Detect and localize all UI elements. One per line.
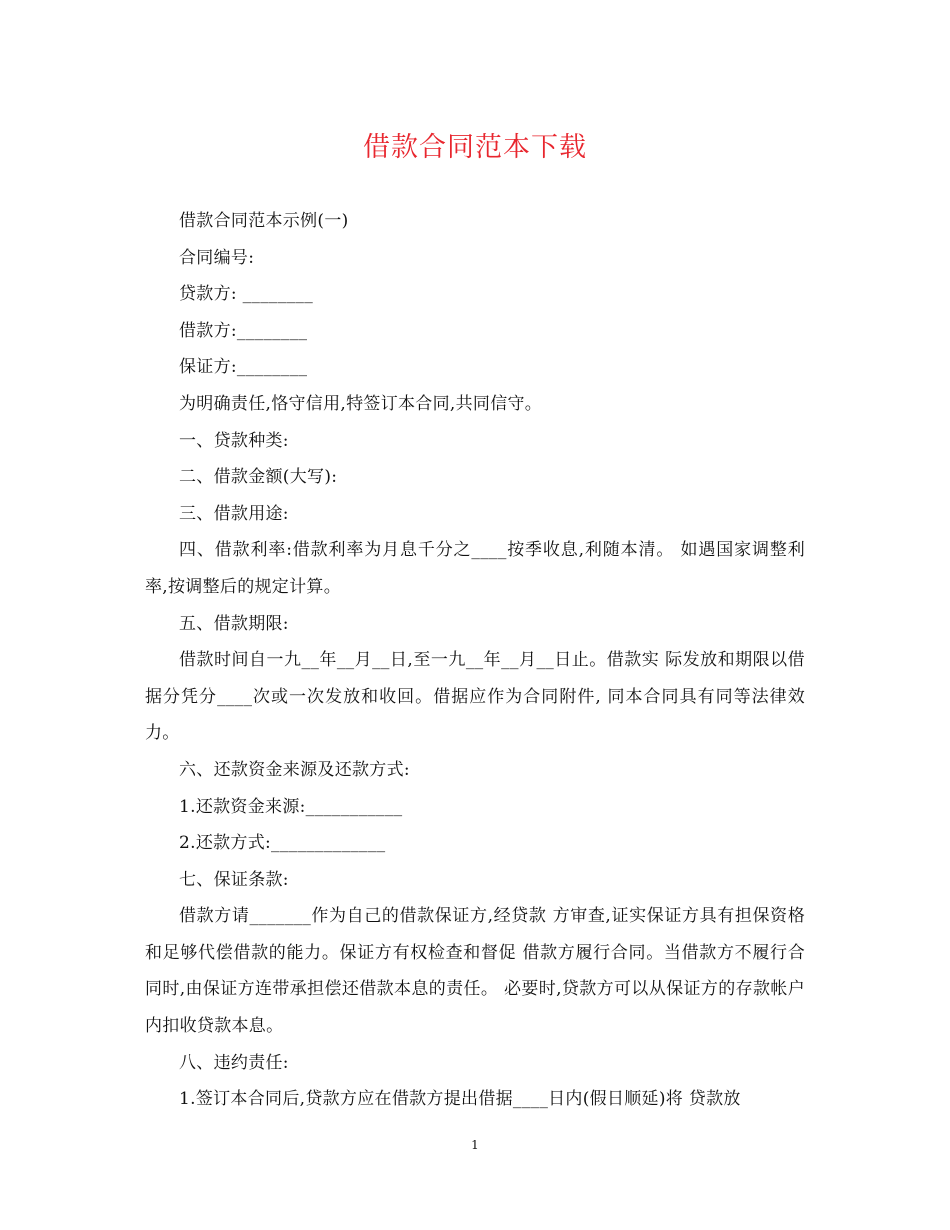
paragraph-example-heading: 借款合同范本示例(一): [179, 211, 349, 231]
paragraph-repayment-method: 2.还款方式:_____________: [179, 833, 386, 854]
paragraph-breach: 八、违约责任:: [179, 1052, 289, 1073]
paragraph-preamble: 为明确责任,恪守信用,特签订本合同,共同信守。: [179, 393, 543, 414]
paragraph-guarantor: 保证方:________: [179, 357, 308, 378]
paragraph-loan-term: 五、借款期限:: [179, 613, 289, 634]
paragraph-guarantee-detail: 借款方请_______作为自己的借款保证方,经贷款 方审查,证实保证方具有担保资格和足够代偿借款的能力。保证方有权检查和督促 借款方履行合同。当借款方不履行合同时,由保证方连带承担偿还借款本息的责任。 必要时,贷款方可以从保证方的存款帐户内扣收贷款本息。: [145, 906, 805, 1037]
paragraph-lender: 贷款方: ________: [179, 284, 314, 305]
paragraph-borrower: 借款方:________: [179, 320, 308, 341]
paragraph-guarantee-clause: 七、保证条款:: [179, 869, 289, 890]
paragraph-breach-item-1: 1.签订本合同后,贷款方应在借款方提出借据____日内(假日顺延)将 贷款放: [179, 1089, 741, 1110]
paragraph-contract-number: 合同编号:: [179, 247, 255, 268]
paragraph-interest-rate: 四、借款利率:借款利率为月息千分之____按季收息,利随本清。 如遇国家调整利率,按调整后的规定计算。: [145, 540, 805, 597]
paragraph-loan-type: 一、贷款种类:: [179, 430, 289, 451]
document-title: 借款合同范本下载: [363, 132, 587, 163]
paragraph-loan-term-detail: 借款时间自一九__年__月__日,至一九__年__月__日止。借款实 际发放和期限以借据分凭分____次或一次发放和收回。借据应作为合同附件, 同本合同具有同等法律效力。: [145, 650, 805, 744]
document-body: [145, 203, 805, 1118]
paragraph-loan-amount: 二、借款金额(大写):: [179, 467, 338, 488]
paragraph-repayment-source: 1.还款资金来源:___________: [179, 796, 403, 817]
page-number: 1: [471, 1138, 479, 1152]
paragraph-loan-purpose: 三、借款用途:: [179, 503, 289, 524]
paragraph-repayment: 六、还款资金来源及还款方式:: [179, 759, 410, 780]
